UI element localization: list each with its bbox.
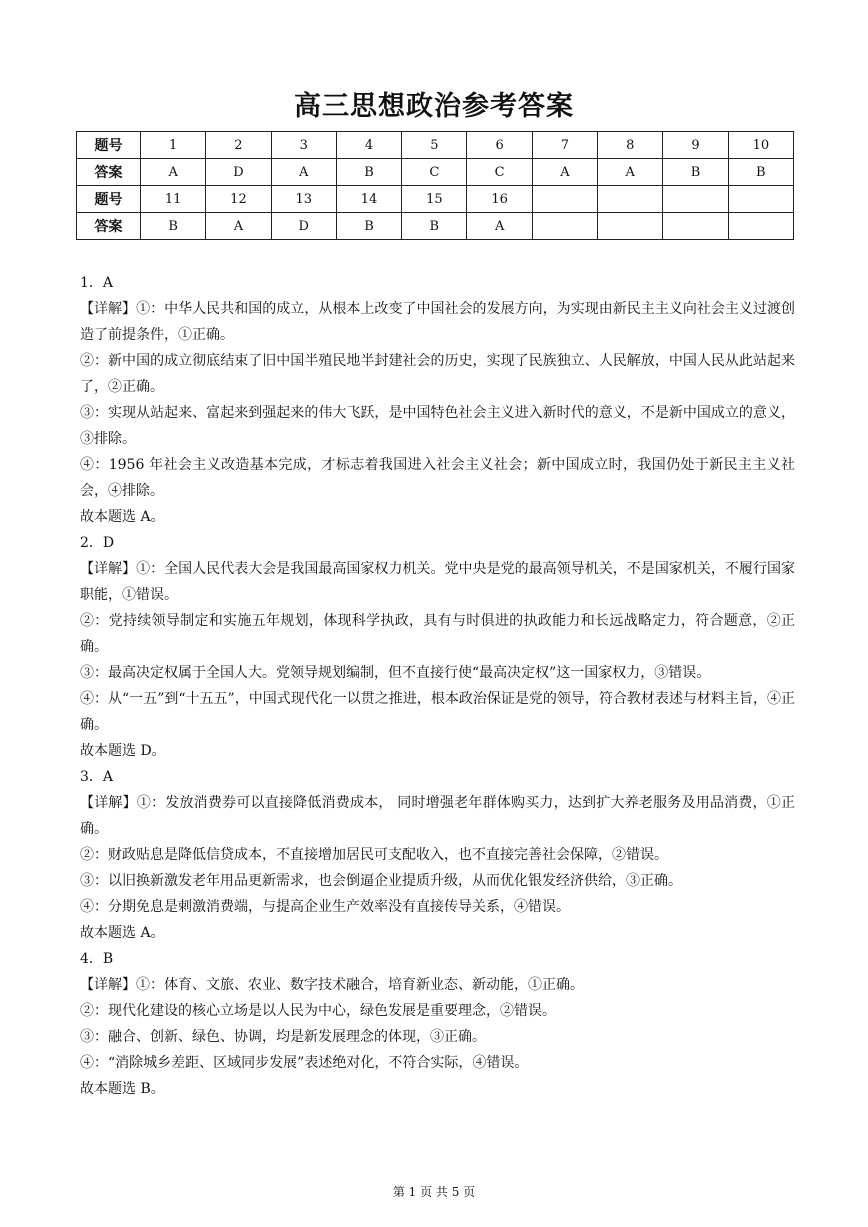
table-row xyxy=(77,132,794,159)
table-cell xyxy=(728,186,793,213)
table-cell: 5 xyxy=(402,132,467,159)
row-header: 答案 xyxy=(77,159,141,186)
explanation-line: ④：“消除城乡差距、区域同步发展”表述绝对化，不符合实际，④错误。 xyxy=(80,1055,529,1071)
row-header: 题号 xyxy=(77,186,141,213)
question-number: 3．A xyxy=(80,769,114,785)
answer-table xyxy=(76,131,794,240)
table-cell: A xyxy=(206,213,271,240)
table-cell: 1 xyxy=(141,132,206,159)
table-cell: A xyxy=(271,159,336,186)
table-cell xyxy=(728,213,793,240)
explanation-line: 故本题选 B。 xyxy=(80,1081,165,1097)
explanation-line: ②：现代化建设的核心立场是以人民为中心，绿色发展是重要理念，②错误。 xyxy=(80,1003,556,1019)
table-cell xyxy=(532,213,597,240)
table-row xyxy=(77,159,794,186)
explanation-line: 【详解】①：发放消费券可以直接降低消费成本， 同时增强老年群体购买力，达到扩大养老服务及用品消费，①正确。 xyxy=(80,795,795,837)
table-cell: 10 xyxy=(728,132,793,159)
question-number: 2．D xyxy=(80,535,115,551)
table-cell: 16 xyxy=(467,186,532,213)
table-cell: 8 xyxy=(598,132,663,159)
explanation-line: ②：新中国的成立彻底结束了旧中国半殖民地半封建社会的历史，实现了民族独立、人民解放，中国人民从此站起来了，②正确。 xyxy=(80,353,795,395)
question-number: 4．B xyxy=(80,951,114,967)
explanation-line: ②：财政贴息是降低信贷成本，不直接增加居民可支配收入，也不直接完善社会保障，②错误。 xyxy=(80,847,668,863)
table-cell: 4 xyxy=(336,132,401,159)
table-cell: B xyxy=(663,159,728,186)
explanation-line: 【详解】①：体育、文旅、农业、数字技术融合，培育新业态、新动能，①正确。 xyxy=(80,977,584,993)
table-cell: 15 xyxy=(402,186,467,213)
explanation-line: ③：最高决定权属于全国人大。党领导规划编制，但不直接行使“最高决定权”这一国家权力，③错误。 xyxy=(80,665,711,681)
table-cell: A xyxy=(598,159,663,186)
page-title: 高三思想政治参考答案 xyxy=(294,91,574,122)
table-cell: 6 xyxy=(467,132,532,159)
table-cell xyxy=(663,186,728,213)
table-cell: A xyxy=(141,159,206,186)
explanation-line: 故本题选 D。 xyxy=(80,743,166,759)
explanation-line: 故本题选 A。 xyxy=(80,509,165,525)
table-cell: D xyxy=(206,159,271,186)
table-cell: B xyxy=(336,213,401,240)
table-cell: D xyxy=(271,213,336,240)
table-cell: 2 xyxy=(206,132,271,159)
explanation-line: ②：党持续领导制定和实施五年规划，体现科学执政，具有与时俱进的执政能力和长远战略定力，符合题意，②正确。 xyxy=(80,613,795,655)
table-cell: 14 xyxy=(336,186,401,213)
explanation-line: ④：1956 年社会主义改造基本完成，才标志着我国进入社会主义社会；新中国成立时，我国仍处于新民主主义社会，④排除。 xyxy=(80,457,795,499)
explanation-line: ④：从“一五”到“十五五”，中国式现代化一以贯之推进，根本政治保证是党的领导，符合教材表述与材料主旨，④正确。 xyxy=(80,691,795,733)
table-cell xyxy=(598,186,663,213)
table-cell: C xyxy=(467,159,532,186)
table-cell: B xyxy=(336,159,401,186)
table-cell: 11 xyxy=(141,186,206,213)
explanation-line: 【详解】①：中华人民共和国的成立，从根本上改变了中国社会的发展方向，为实现由新民主主义向社会主义过渡创造了前提条件，①正确。 xyxy=(80,301,795,343)
table-cell: A xyxy=(532,159,597,186)
explanation-line: 【详解】①：全国人民代表大会是我国最高国家权力机关。党中央是党的最高领导机关，不是国家机关，不履行国家职能，①错误。 xyxy=(80,561,795,603)
table-cell: B xyxy=(728,159,793,186)
table-cell: 7 xyxy=(532,132,597,159)
explanation-line: ④：分期免息是刺激消费端，与提高企业生产效率没有直接传导关系，④错误。 xyxy=(80,899,570,915)
table-row xyxy=(77,186,794,213)
explanation-line: 故本题选 A。 xyxy=(80,925,165,941)
table-cell: 9 xyxy=(663,132,728,159)
row-header: 题号 xyxy=(77,132,141,159)
page-footer: 第 1 页 共 5 页 xyxy=(392,1185,476,1199)
table-cell: A xyxy=(467,213,532,240)
question-number: 1．A xyxy=(80,275,114,291)
table-cell: B xyxy=(402,213,467,240)
explanation-line: ③：实现从站起来、富起来到强起来的伟大飞跃，是中国特色社会主义进入新时代的意义，不是新中国成立的意义，③排除。 xyxy=(80,405,795,447)
table-cell xyxy=(598,213,663,240)
table-cell xyxy=(532,186,597,213)
table-cell: 13 xyxy=(271,186,336,213)
explanation-line: ③：以旧换新激发老年用品更新需求，也会倒逼企业提质升级，从而优化银发经济供给，③正确。 xyxy=(80,873,682,889)
table-cell: C xyxy=(402,159,467,186)
table-row xyxy=(77,213,794,240)
explanation-line: ③：融合、创新、绿色、协调，均是新发展理念的体现，③正确。 xyxy=(80,1029,486,1045)
answer-explanations xyxy=(80,270,795,1102)
row-header: 答案 xyxy=(77,213,141,240)
table-cell xyxy=(663,213,728,240)
table-cell: B xyxy=(141,213,206,240)
table-cell: 3 xyxy=(271,132,336,159)
table-cell: 12 xyxy=(206,186,271,213)
